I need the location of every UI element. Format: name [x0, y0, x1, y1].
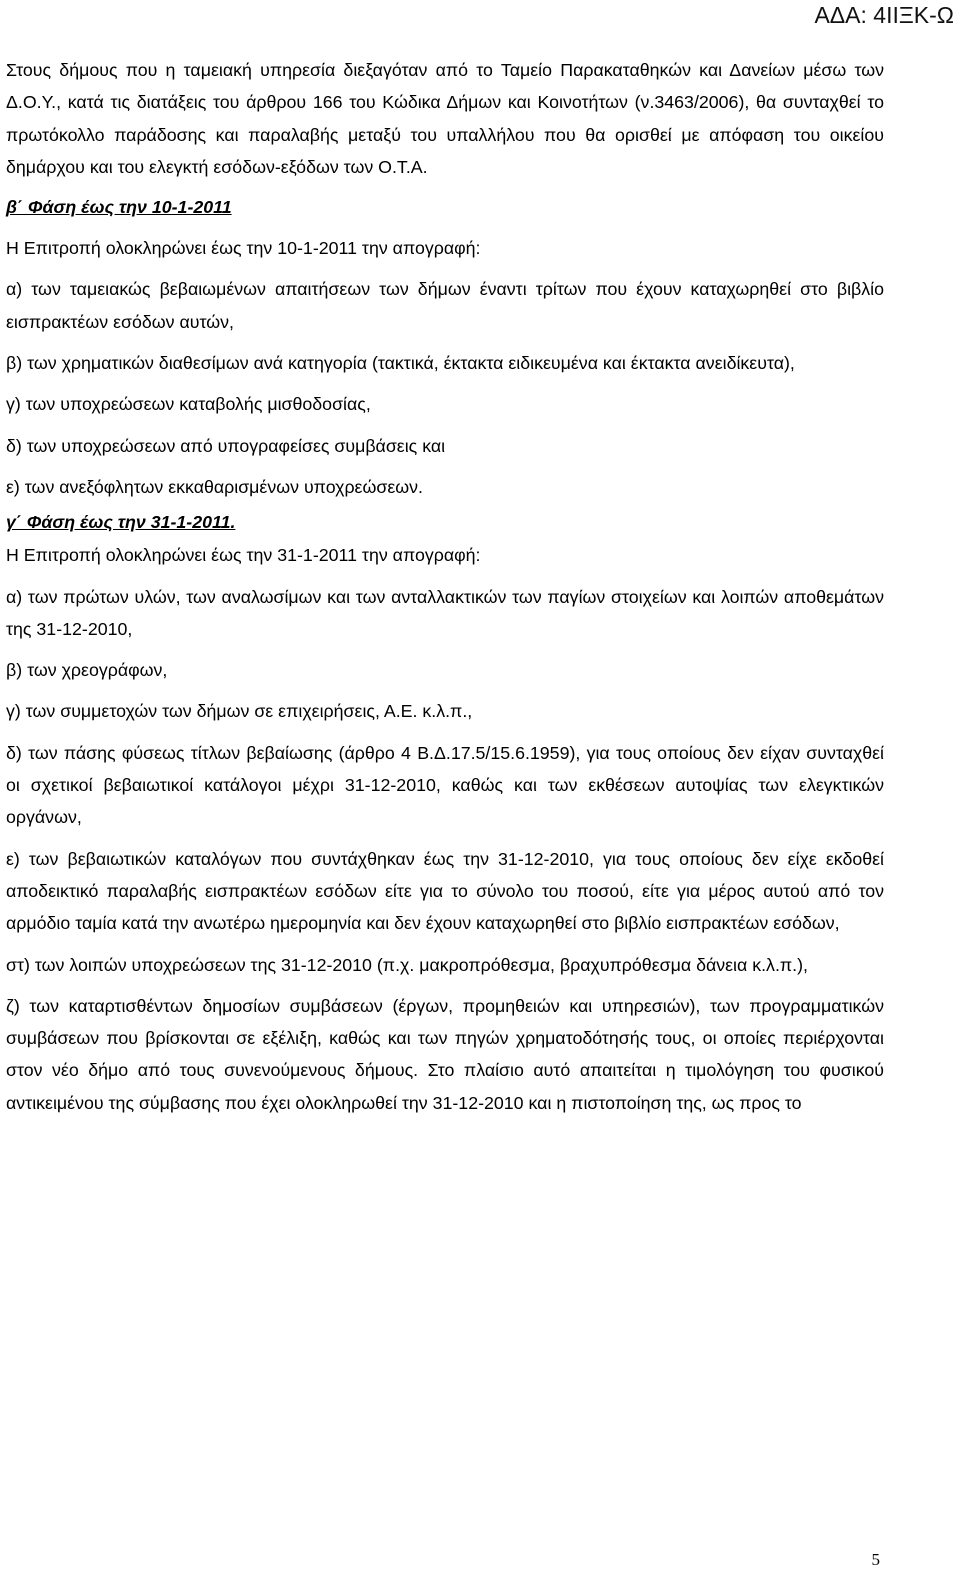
phase-c-item-c: γ) των συμμετοχών των δήμων σε επιχειρήσεις, Α.Ε. κ.λ.π., — [6, 701, 473, 722]
document-body — [6, 54, 884, 1128]
phase-b-item-e: ε) των ανεξόφλητων εκκαθαρισμένων υποχρεώσεων. — [6, 476, 423, 497]
phase-c-item-st: στ) των λοιπών υποχρεώσεων της 31-12-2010 (π.χ. μακροπρόθεσμα, βραχυπρόθεσμα δάνεια κ.λ.π.), — [6, 954, 808, 975]
phase-c-item-d: δ) των πάσης φύσεως τίτλων βεβαίωσης (άρθρο 4 Β.Δ.17.5/15.6.1959), για τους οποίους δεν είχαν συνταχθεί οι σχετικοί βεβαιωτικοί κατάλογοι μέχρι 31-12-2010, καθώς και των εκθέσεων αυτοψίας των ελεγκτικών οργάνων, — [6, 742, 884, 828]
phase-c-lead: Η Επιτροπή ολοκληρώνει έως την 31-1-2011 την απογραφή: — [6, 545, 481, 566]
phase-b-item-c: γ) των υποχρεώσεων καταβολής μισθοδοσίας, — [6, 394, 371, 415]
ada-code: ΑΔΑ: 4ΙΙΞΚ-Ω — [814, 2, 954, 28]
phase-b-item-a: α) των ταμειακώς βεβαιωμένων απαιτήσεων των δήμων έναντι τρίτων που έχουν καταχωρηθεί στο βιβλίο εισπρακτέων εσόδων αυτών, — [6, 279, 884, 332]
intro-paragraph: Στους δήμους που η ταμειακή υπηρεσία διεξαγόταν από το Ταμείο Παρακαταθηκών και Δανείων μέσω των Δ.Ο.Υ., κατά τις διατάξεις του άρθρου 166 του Κώδικα Δήμων και Κοινοτήτων (ν.3463/2006), θα συνταχθεί το πρωτόκολλο παράδοσης και παραλαβής μεταξύ του υπαλλήλου που θα ορισθεί με απόφαση του οικείου δημάρχου και του ελεγκτή εσόδων-εξόδων των Ο.Τ.Α. — [6, 60, 884, 177]
page-number: 5 — [871, 1550, 880, 1569]
phase-c-heading: γ΄ Φάση έως την 31-1-2011. — [6, 512, 236, 533]
phase-b-item-d: δ) των υποχρεώσεων από υπογραφείσες συμβάσεις και — [6, 435, 446, 456]
phase-c-item-z: ζ) των καταρτισθέντων δημοσίων συμβάσεων (έργων, προμηθειών και υπηρεσιών), των προγραμματικών συμβάσεων που βρίσκονται σε εξέλιξη, καθώς και των πηγών χρηματοδότησής τους, οι οποίες περιέρχονται στον νέο δήμο από τους συνενούμενους δήμους. Στο πλαίσιο αυτό απαιτείται η τιμολόγηση του φυσικού αντικειμένου της σύμβασης που έχει ολοκληρωθεί την 31-12-2010 και η πιστοποίηση της, ως προς το — [6, 995, 884, 1113]
phase-b-heading: β΄ Φάση έως την 10-1-2011 — [6, 197, 232, 218]
phase-c-item-b: β) των χρεογράφων, — [6, 660, 168, 681]
phase-b-item-b: β) των χρηματικών διαθεσίμων ανά κατηγορία (τακτικά, έκτακτα ειδικευμένα και έκτακτα ανειδίκευτα), — [6, 353, 795, 374]
phase-b-lead: Η Επιτροπή ολοκληρώνει έως την 10-1-2011 την απογραφή: — [6, 238, 481, 259]
phase-c-item-e: ε) των βεβαιωτικών καταλόγων που συντάχθηκαν έως την 31-12-2010, για τους οποίους δεν είχε εκδοθεί αποδεικτικό παραλαβής εισπρακτέων εσόδων είτε για το σύνολο του ποσού, είτε για μέρος αυτού από τον αρμόδιο ταμία κατά την ανωτέρω ημερομηνία και δεν έχουν καταχωρηθεί στο βιβλίο εισπρακτέων εσόδων, — [6, 848, 884, 934]
phase-c-item-a: α) των πρώτων υλών, των αναλωσίμων και των ανταλλακτικών των παγίων στοιχείων και λοιπών αποθεμάτων της 31-12-2010, — [6, 586, 884, 639]
